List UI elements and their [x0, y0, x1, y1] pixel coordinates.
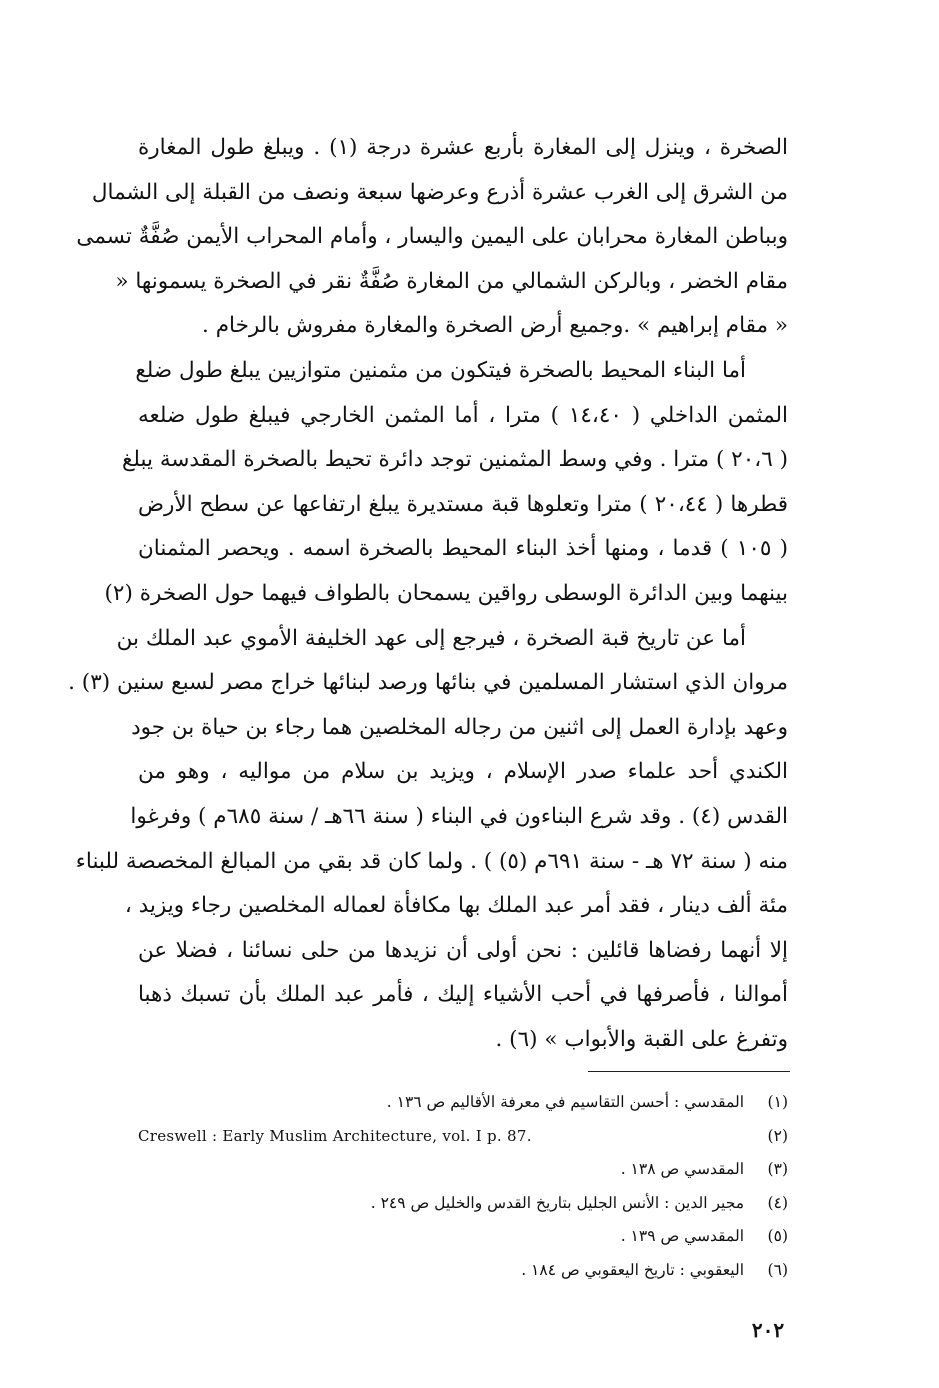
text-line: مروان الذي استشار المسلمين في بنائها ورصد لبنائها خراج مصر لسبع سنين (٣) . — [68, 670, 788, 696]
text-line: مئة ألف دينار ، فقد أمر عبد الملك بها مكافأة لعماله المخلصين رجاء ويزيد ، — [124, 893, 788, 919]
footnote — [138, 1187, 788, 1221]
footnote — [138, 1254, 788, 1288]
footnote-number: (٦) — [767, 1260, 788, 1279]
footnote-number: (١) — [767, 1093, 788, 1111]
footnote-divider — [588, 1071, 790, 1072]
footnote-text: المقدسي : أحسن التقاسيم في معرفة الأقاليم ص ١٣٦ . — [386, 1093, 744, 1111]
text-line: إلا أنهما رفضاها قائلين : نحن أولى أن نزيدها من حلى نسائنا ، فضلا عن — [138, 937, 788, 963]
text-line: أموالنا ، فأصرفها في أحب الأشياء إليك ، فأمر عبد الملك بأن تسبك ذهبا — [138, 982, 788, 1008]
text-line: الصخرة ، وينزل إلى المغارة بأربع عشرة درجة (١) . ويبلغ طول المغارة — [138, 135, 788, 160]
footnote-number: (٣) — [767, 1160, 788, 1179]
footnote-number: (٥) — [767, 1227, 788, 1246]
text-line: وعهد بإدارة العمل إلى اثنين من رجاله المخلصين هما رجاء بن حياة بن جود — [131, 714, 788, 740]
footnote-text: اليعقوبي : تاريخ اليعقوبي ص ١٨٤ . — [521, 1260, 744, 1279]
main-text — [68, 126, 788, 1062]
footnote — [138, 1120, 788, 1154]
footnote — [138, 1153, 788, 1187]
text-line: ( ١٠٥ ) قدما ، ومنها أخذ البناء المحيط بالصخرة اسمه . ويحصر المثمنان — [138, 536, 788, 562]
text-line: ( ٢٠،٦ ) مترا . وفي وسط المثمنين توجد دائرة تحيط بالصخرة المقدسة يبلغ — [121, 447, 788, 473]
text-line: منه ( سنة ٧٢ هـ - سنة ٦٩١م (٥) ) . ولما كان قد بقي من المبالغ المخصصة للبناء — [75, 848, 788, 874]
footnote-number: (٢) — [767, 1126, 788, 1145]
footnote — [138, 1086, 788, 1120]
paragraph-start-line: أما البناء المحيط بالصخرة فيتكون من مثمنين متوازيين يبلغ طول ضلع — [135, 357, 746, 383]
footnote-text: المقدسي ص ١٣٨ . — [620, 1160, 744, 1179]
footnote — [138, 1220, 788, 1254]
text-line: الكندي أحد علماء صدر الإسلام ، ويزيد بن سلام من مواليه ، وهو من — [138, 759, 788, 785]
footnote-number: (٤) — [767, 1193, 788, 1212]
text-line: بينهما وبين الدائرة الوسطى رواقين يسمحان بالطواف فيهما حول الصخرة (٢) — [104, 580, 788, 606]
text-line: مقام الخضر ، وبالركن الشمالي من المغارة صُفَّةٌ نقر في الصخرة يسمونها « — [115, 268, 788, 294]
text-line: القدس (٤) . وقد شرع البناءون في البناء ( سنة ٦٦هـ / سنة ٦٨٥م ) وفرغوا — [130, 803, 788, 829]
footnote-text: Creswell : Early Muslim Architecture, vol. I p. 87. — [138, 1126, 532, 1145]
text-line: وتفرغ على القبة والأبواب » (٦) . — [495, 1026, 788, 1052]
paragraph-start-line: أما عن تاريخ قبة الصخرة ، فيرجع إلى عهد الخليفة الأموي عبد الملك بن — [116, 625, 746, 651]
footnote-text: مجير الدين : الأنس الجليل بتاريخ القدس والخليل ص ٢٤٩ . — [370, 1193, 744, 1212]
text-line: المثمن الداخلي ( ١٤،٤٠ ) مترا ، أما المثمن الخارجي فيبلغ طول ضلعه — [138, 402, 788, 428]
text-line: وبباطن المغارة محرابان على اليمين واليسار ، وأمام المحراب الأيمن صُفَّةٌ تسمى — [76, 224, 788, 250]
page-number: ٢٠٢ — [751, 1318, 785, 1342]
text-line: قطرها ( ٢٠،٤٤ ) مترا وتعلوها قبة مستديرة يبلغ ارتفاعها عن سطح الأرض — [138, 491, 788, 517]
footnote-text: المقدسي ص ١٣٩ . — [620, 1227, 744, 1246]
text-line: « مقام إبراهيم » .وجميع أرض الصخرة والمغارة مفروش بالرخام . — [202, 313, 788, 339]
text-line: من الشرق إلى الغرب عشرة أذرع وعرضها سبعة ونصف من القبلة إلى الشمال — [91, 179, 788, 205]
footnotes — [138, 1086, 788, 1288]
